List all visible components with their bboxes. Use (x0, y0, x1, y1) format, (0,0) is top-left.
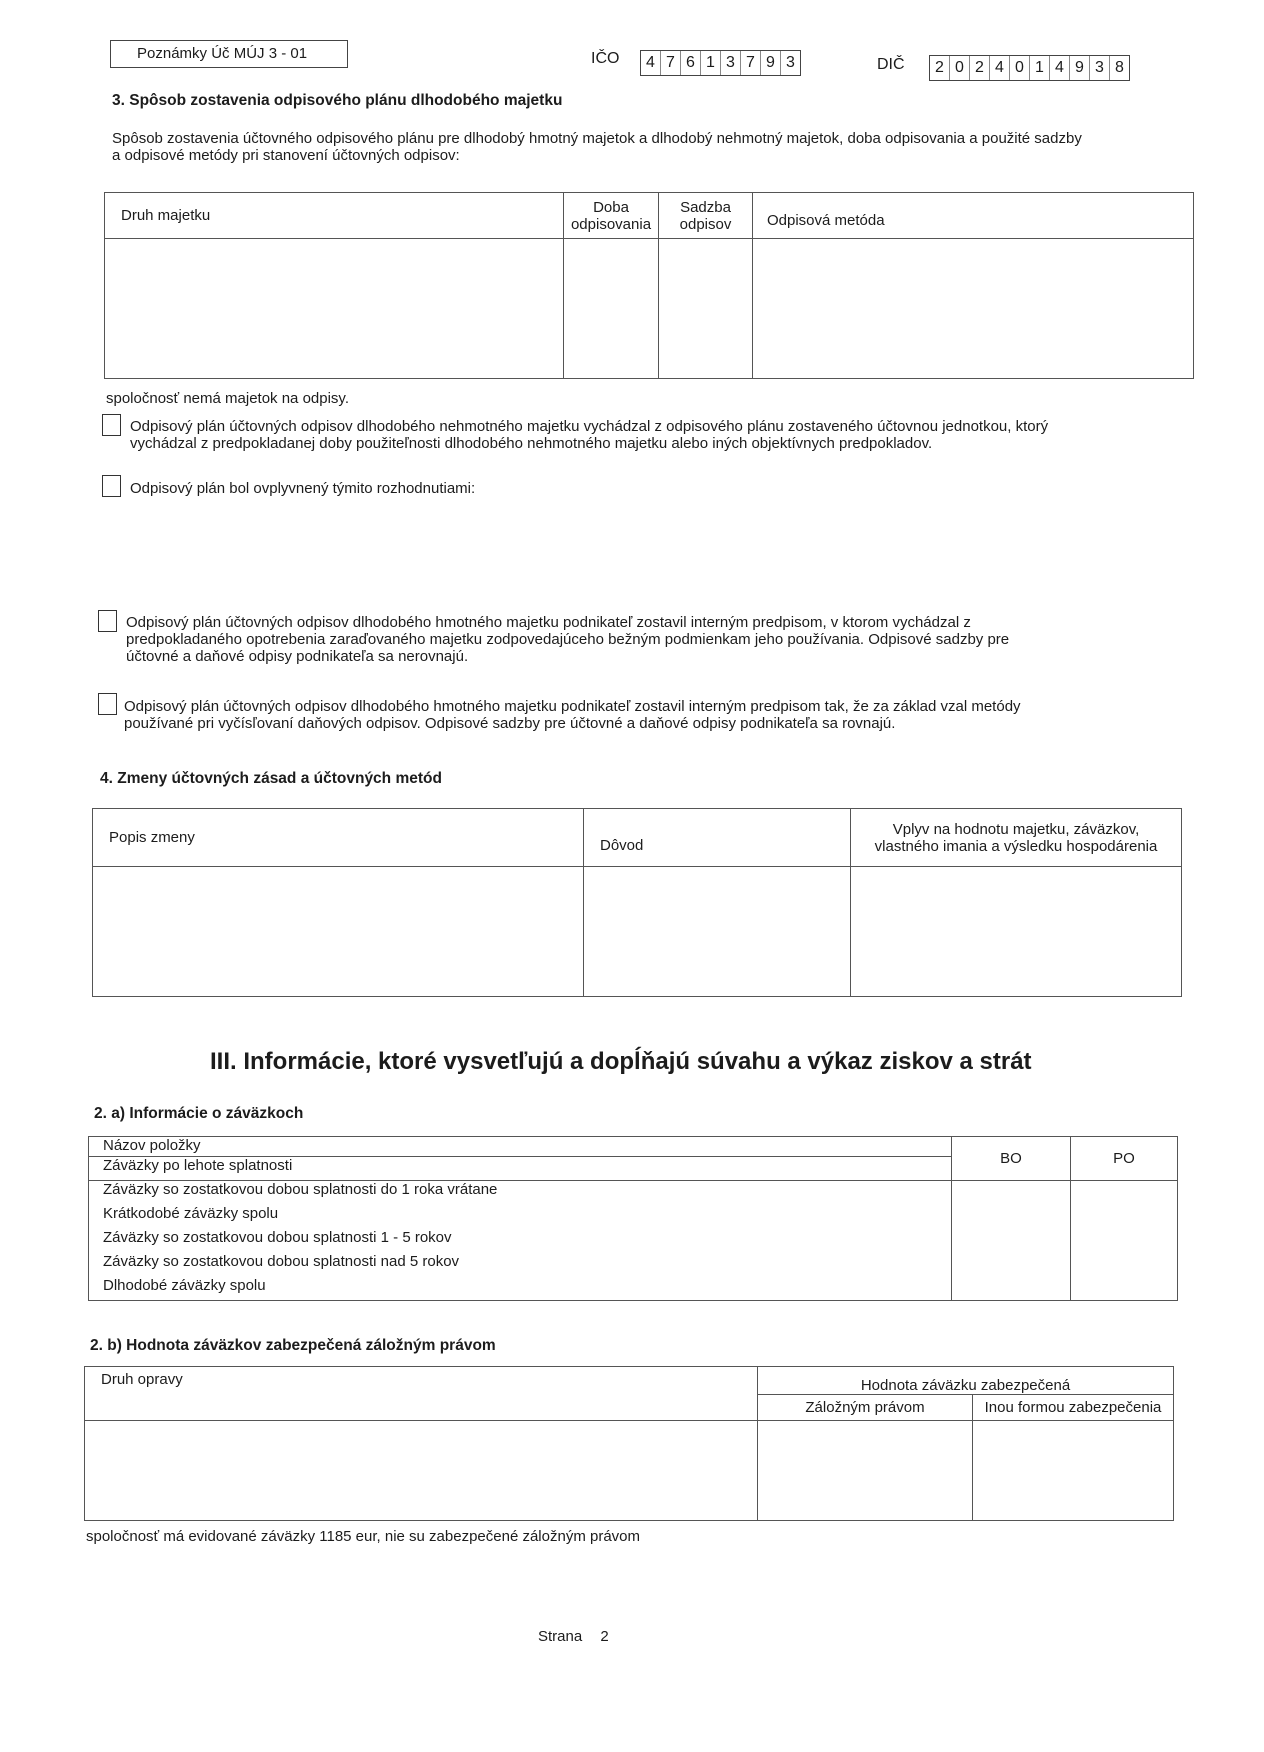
ico-digit: 7 (661, 51, 681, 75)
table-cell[interactable] (1071, 1229, 1178, 1253)
dic-digit: 4 (1050, 56, 1070, 80)
col-doba-line2: odpisovania (570, 215, 652, 233)
ico-digit: 7 (741, 51, 761, 75)
section3-intro-line1: Spôsob zostavenia účtovného odpisového plánu pre dlhodobý hmotný majetok a dlhodobý nehmotný majetok, doba odpisovania a použité sadzby (112, 130, 1082, 147)
ico-label: IČO (591, 50, 620, 67)
checkbox1-line1: Odpisový plán účtovných odpisov dlhodobého nehmotného majetku vychádzal z odpisového plánu zostaveného účtovnou jednotkou, ktorý (130, 418, 1049, 435)
checkbox2-text: Odpisový plán bol ovplyvnený týmito rozhodnutiami: (130, 480, 476, 497)
checkbox3-line2: predpokladaného opotrebenia zaraďovaného majetku zodpovedajúceho bežným podmienkam jeho používania. Odpisové sadzby pre (126, 631, 1010, 648)
table-cell[interactable] (952, 1253, 1071, 1277)
table-row: Dlhodobé záväzky spolu (89, 1277, 952, 1301)
table-cell[interactable] (758, 1421, 973, 1521)
form-code: Poznámky Úč MÚJ 3 - 01 (137, 45, 308, 62)
col-bo: BO (952, 1137, 1071, 1181)
col-sadzba-line1: Sadzba (680, 198, 731, 216)
checkbox-hmotny-nerovnaju[interactable] (98, 610, 117, 632)
dic-digit: 9 (1070, 56, 1090, 80)
table-cell[interactable] (1071, 1253, 1178, 1277)
form-code-box (110, 40, 348, 68)
checkbox1-line2: vychádzal z predpokladanej doby použiteľnosti dlhodobého nehmotného majetku alebo iných objektívnych predpokladov. (130, 435, 933, 452)
dic-digit: 0 (1010, 56, 1030, 80)
checkbox-nehmotny-plan[interactable] (102, 414, 121, 436)
col-vplyv-line2: vlastného imania a výsledku hospodárenia (874, 837, 1158, 855)
table-cell[interactable] (973, 1421, 1174, 1521)
table-cell[interactable] (1071, 1277, 1178, 1301)
checkbox4-text (124, 698, 1184, 732)
part3-title: III. Informácie, ktoré vysvetľujú a dopĺňajú súvahu a výkaz ziskov a strát (210, 1048, 1032, 1075)
table-row: Záväzky po lehote splatnosti (89, 1157, 952, 1181)
ico-digits (640, 50, 801, 76)
col-doba-odpisovania (564, 193, 659, 239)
table-cell[interactable] (952, 1181, 1071, 1205)
page-number: 2 (600, 1628, 609, 1645)
page-footer (538, 1628, 609, 1645)
checkbox-rozhodnutia[interactable] (102, 475, 121, 497)
checkbox4-line1: Odpisový plán účtovných odpisov dlhodobého hmotného majetku podnikateľ zostavil interným predpisom tak, že za základ vzal metódy (124, 698, 1021, 715)
table-cell[interactable] (851, 867, 1182, 997)
page-label: Strana (538, 1628, 583, 1645)
table-cell[interactable] (952, 1229, 1071, 1253)
dic-digit: 0 (950, 56, 970, 80)
dic-digit: 4 (990, 56, 1010, 80)
table-cell[interactable] (753, 239, 1194, 379)
dic-digit: 2 (930, 56, 950, 80)
table-cell[interactable] (85, 1421, 758, 1521)
table-cell[interactable] (105, 239, 564, 379)
checkbox3-line3: účtovné a daňové odpisy podnikateľa sa nerovnajú. (126, 648, 469, 665)
table-cell[interactable] (584, 867, 851, 997)
dic-digit: 1 (1030, 56, 1050, 80)
dic-digit: 3 (1090, 56, 1110, 80)
table-cell[interactable] (93, 867, 584, 997)
ico-digit: 6 (681, 51, 701, 75)
dic-digit: 8 (1115, 59, 1124, 76)
checkbox3-text (126, 614, 1186, 665)
col-po: PO (1071, 1137, 1178, 1181)
col-druh-majetku: Druh majetku (105, 193, 564, 239)
col-vplyv (851, 809, 1182, 867)
col-nazov-polozky: Názov položky (89, 1137, 952, 1157)
checkbox4-line2: používané pri vyčísľovaní daňových odpisov. Odpisové sadzby pre účtovné a daňové odpisy podnikateľa sa rovnajú. (124, 715, 896, 732)
ico-digit: 9 (761, 51, 781, 75)
dic-digit: 2 (970, 56, 990, 80)
col-doba-line1: Doba (593, 198, 629, 216)
col-inou-formou: Inou formou zabezpečenia (973, 1395, 1174, 1421)
checkbox1-text (130, 418, 1190, 452)
sec2b-title: 2. b) Hodnota záväzkov zabezpečená záložným právom (90, 1337, 496, 1354)
col-odpisova-metoda: Odpisová metóda (753, 193, 1194, 239)
table-row: Záväzky so zostatkovou dobou splatnosti nad 5 rokov (89, 1253, 952, 1277)
section3-note: spoločnosť nemá majetok na odpisy. (106, 390, 349, 407)
table-cell[interactable] (564, 239, 659, 379)
ico-digit: 1 (701, 51, 721, 75)
table-row: Krátkodobé záväzky spolu (89, 1205, 952, 1229)
checkbox3-line1: Odpisový plán účtovných odpisov dlhodobého hmotného majetku podnikateľ zostavil interným predpisom, v ktorom vychádzal z (126, 614, 971, 631)
col-hodnota-zavazku: Hodnota záväzku zabezpečená (758, 1367, 1174, 1395)
ico-digit: 4 (641, 51, 661, 75)
table-row: Záväzky so zostatkovou dobou splatnosti 1 - 5 rokov (89, 1229, 952, 1253)
ico-digit: 3 (721, 51, 741, 75)
liabilities-table (88, 1136, 1178, 1301)
col-sadzba-line2: odpisov (679, 215, 732, 233)
changes-table (92, 808, 1182, 997)
ico-digit: 3 (786, 54, 795, 71)
dic-label: DIČ (877, 56, 905, 73)
sec2a-title: 2. a) Informácie o záväzkoch (94, 1105, 304, 1122)
section4-title: 4. Zmeny účtovných zásad a účtovných metód (100, 770, 442, 787)
section3-intro-line2: a odpisové metódy pri stanovení účtovných odpisov: (112, 147, 460, 164)
table-cell[interactable] (1071, 1181, 1178, 1205)
col-druh-opravy: Druh opravy (85, 1367, 758, 1421)
checkbox-hmotny-rovnaju[interactable] (98, 693, 117, 715)
col-zaloznym-pravom: Záložným právom (758, 1395, 973, 1421)
secured-liabilities-table (84, 1366, 1174, 1521)
col-popis-zmeny: Popis zmeny (93, 809, 584, 867)
col-dovod: Dôvod (584, 809, 851, 867)
table-row: Záväzky so zostatkovou dobou splatnosti do 1 roka vrátane (89, 1181, 952, 1205)
col-sadzba-odpisov (659, 193, 753, 239)
sec2b-note: spoločnosť má evidované záväzky 1185 eur, nie su zabezpečené záložným právom (86, 1528, 640, 1545)
section3-intro (112, 130, 1192, 164)
section3-title: 3. Spôsob zostavenia odpisového plánu dlhodobého majetku (112, 92, 563, 109)
table-cell[interactable] (1071, 1205, 1178, 1229)
depreciation-table (104, 192, 1194, 379)
table-cell[interactable] (659, 239, 753, 379)
dic-digits (929, 55, 1130, 81)
col-vplyv-line1: Vplyv na hodnotu majetku, záväzkov, (892, 820, 1140, 838)
table-cell[interactable] (952, 1277, 1071, 1301)
table-cell[interactable] (952, 1205, 1071, 1229)
